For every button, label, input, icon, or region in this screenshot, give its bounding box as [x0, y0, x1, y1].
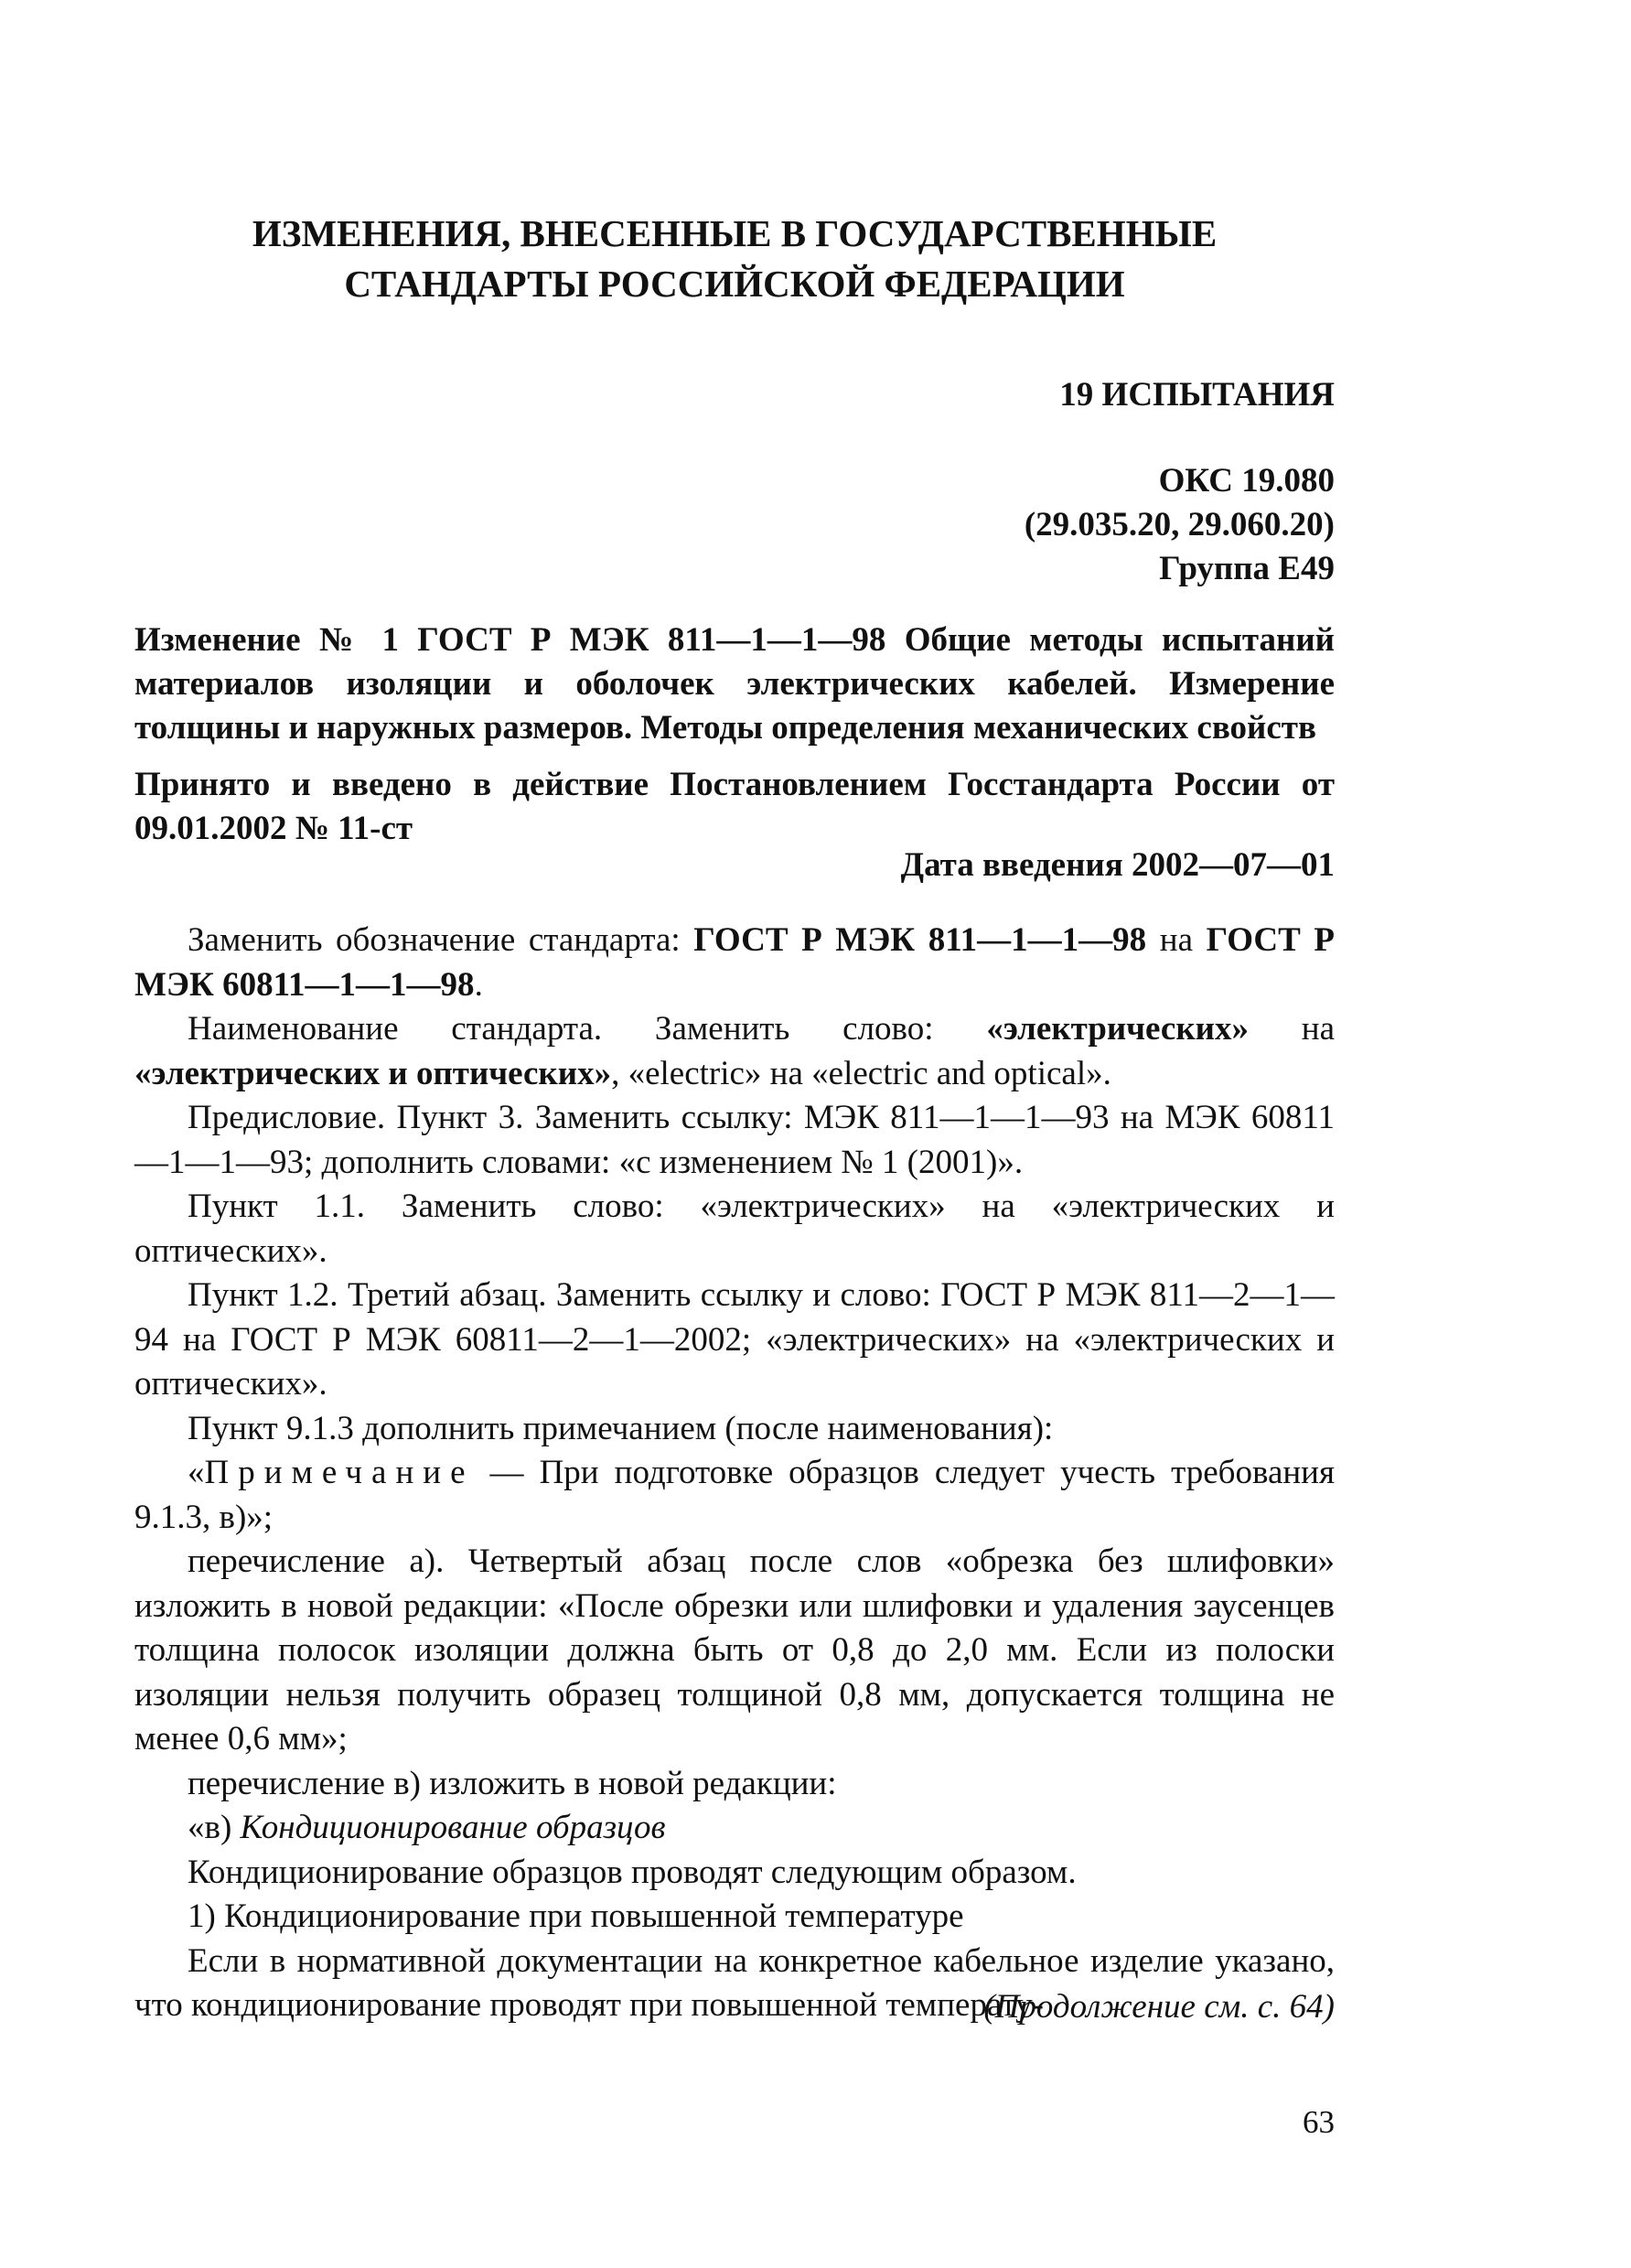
classification-block — [134, 459, 1335, 591]
paragraph-13: Если в нормативной документации на конкретное кабельное изделие указано, что кондиционирование проводят при повышенной температу- — [134, 1941, 1335, 2024]
paragraph-7-note — [134, 1451, 1335, 1540]
paragraph-8: перечисление а). Четвертый абзац после слов «обрезка без шлифовки» изложить в новой редакции: «После обрезки или шлифовки и удаления заусенцев толщина полосок изоляции должна быть от 0,8 до 2,0 мм. Если из полоски изоляции нельзя получить образец толщиной 0,8 мм, допускается толщина не менее 0,6 мм»; — [134, 1542, 1335, 1757]
p7-quote: « — [188, 1454, 205, 1491]
oks-code: ОКС 19.080 — [1158, 462, 1335, 500]
p1-text-c: на — [1146, 921, 1207, 959]
p1-text-a: Заменить обозначение стандарта: — [188, 921, 694, 959]
paragraph-6: Пункт 9.1.3 дополнить примечанием (после наименования): — [188, 1409, 1054, 1447]
p2-old-word: «электрических» — [986, 1010, 1249, 1048]
continuation-note: (Продолжение см. с. 64) — [983, 1988, 1335, 2026]
title-line-1: ИЗМЕНЕНИЯ, ВНЕСЕННЫЕ В ГОСУДАРСТВЕННЫЕ — [252, 212, 1218, 254]
p2-new-word: «электрических и оптических» — [134, 1054, 612, 1092]
paragraph-5: Пункт 1.2. Третий абзац. Заменить ссылку и слово: ГОСТ Р МЭК 811—2—1—94 на ГОСТ Р МЭК 60811—2—1—2002; «электрических» на «электрических и оптических». — [134, 1276, 1335, 1403]
document-body — [134, 919, 1335, 2028]
p2-text-a: Наименование стандарта. Заменить слово: — [188, 1010, 987, 1048]
oks-extra-codes: (29.035.20, 29.060.20) — [1024, 506, 1335, 543]
p2-text-e: , «electric» на «electric and optical». — [611, 1054, 1111, 1092]
p1-new-designation: ГОСТ Р МЭК 60811—1—1—98 — [134, 921, 1336, 1004]
paragraph-9: перечисление в) изложить в новой редакции: — [188, 1764, 837, 1802]
note-label: Примечание — [204, 1454, 475, 1491]
introduction-date: Дата введения 2002—07—01 — [900, 846, 1335, 884]
section-heading: 19 ИСПЫТАНИЯ — [1059, 376, 1335, 414]
paragraph-12: 1) Кондиционирование при повышенной температуре — [188, 1897, 964, 1935]
p7-text: — При подготовке образцов следует учесть требования 9.1.3, в)»; — [134, 1454, 1335, 1536]
title-line-2: СТАНДАРТЫ РОССИЙСКОЙ ФЕДЕРАЦИИ — [344, 263, 1125, 305]
p1-text-e: . — [474, 965, 483, 1004]
paragraph-2 — [134, 1007, 1335, 1096]
group-code: Группа Е49 — [1159, 550, 1335, 587]
adoption-statement: Принято и введено в действие Постановлением Госстандарта России от 09.01.2002 № 11-ст — [134, 766, 1335, 847]
p2-text-c: на — [1248, 1010, 1335, 1048]
paragraph-10 — [134, 1806, 1335, 1851]
change-title: Изменение № 1 ГОСТ Р МЭК 811—1—1—98 Общие методы испытаний материалов изоляции и оболочек электрических кабелей. Измерение толщины и наружных размеров. Методы определения механических свойств — [134, 621, 1335, 747]
paragraph-4: Пункт 1.1. Заменить слово: «электрических» на «электрических и оптических». — [134, 1188, 1335, 1270]
document-title — [134, 209, 1335, 309]
p10-italic-heading: Кондиционирование образцов — [240, 1809, 666, 1846]
paragraph-11: Кондиционирование образцов проводят следующим образом. — [188, 1853, 1077, 1891]
p1-old-designation: ГОСТ Р МЭК 811—1—1—98 — [693, 921, 1147, 959]
paragraph-3: Предисловие. Пункт 3. Заменить ссылку: МЭК 811—1—1—93 на МЭК 60811—1—1—93; дополнить словами: «с изменением № 1 (2001)». — [134, 1099, 1335, 1181]
page-number: 63 — [1303, 2104, 1335, 2140]
p10-prefix: «в) — [188, 1809, 241, 1846]
paragraph-1 — [134, 919, 1335, 1007]
